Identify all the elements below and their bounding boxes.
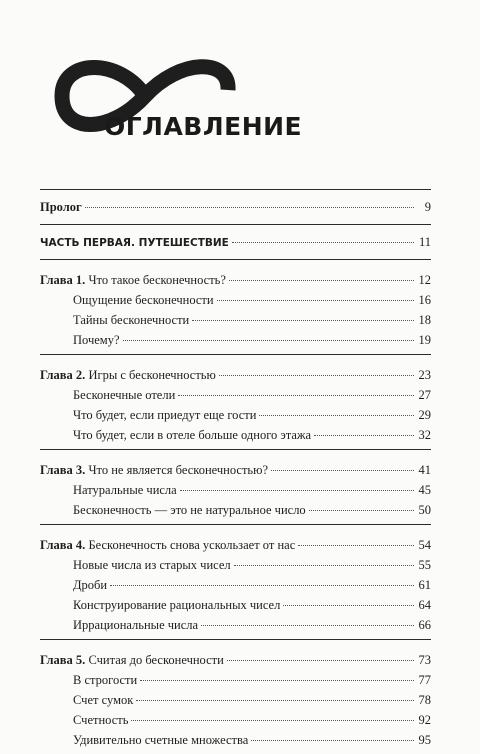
toc-entry-section[interactable]: [40, 425, 431, 445]
entry-title: Бесконечность — это не натуральное число: [73, 503, 306, 517]
page-number: 18: [418, 313, 431, 327]
entry-title: Иррациональные числа: [73, 618, 199, 632]
page-number: 61: [418, 578, 431, 592]
page-number: 78: [418, 693, 431, 707]
chapter-number: Глава 2.: [40, 368, 86, 382]
chapter-number: Глава 3.: [40, 463, 86, 477]
dot-leader: [298, 545, 414, 546]
page-number: 64: [418, 598, 431, 612]
contents-heading: ОГЛАВЛЕНИЕ: [104, 112, 303, 141]
page-number: 95: [418, 733, 431, 747]
dot-leader: [314, 435, 414, 436]
entry-title: Что не является бесконечностью?: [88, 463, 269, 477]
entry-title: Бесконечные отели: [73, 388, 176, 402]
toc-entry-chapter[interactable]: [40, 365, 431, 385]
dot-leader: [217, 300, 414, 301]
entry-title: Конструирование рациональных чисел: [73, 598, 281, 612]
dot-leader: [178, 395, 414, 396]
dot-leader: [85, 207, 414, 208]
toc-entry-section[interactable]: [40, 405, 431, 425]
toc-entry-chapter[interactable]: [40, 650, 431, 670]
chapter-number: Глава 1.: [40, 273, 86, 287]
table-of-contents: [40, 189, 431, 754]
toc-entry-section[interactable]: [40, 290, 431, 310]
dot-leader: [229, 280, 414, 281]
page-number: 66: [418, 618, 431, 632]
page-number: 73: [418, 653, 431, 667]
toc-entry-section[interactable]: [40, 480, 431, 500]
toc-entry-section[interactable]: [40, 595, 431, 615]
dot-leader: [110, 585, 414, 586]
entry-title: Что будет, если в отеле больше одного этажа: [73, 428, 312, 442]
entry-title: Бесконечность снова ускользает от нас: [88, 538, 296, 552]
page-number: 23: [418, 368, 431, 382]
chapter-list: [40, 260, 431, 754]
toc-entry-section[interactable]: [40, 385, 431, 405]
dot-leader: [309, 510, 414, 511]
toc-entry-section[interactable]: [40, 710, 431, 730]
dot-leader: [271, 470, 414, 471]
entry-title: Считая до бесконечности: [88, 653, 224, 667]
dot-leader: [283, 605, 414, 606]
entry-title: Пролог: [40, 200, 82, 214]
dot-leader: [259, 415, 414, 416]
dot-leader: [227, 660, 414, 661]
toc-entry-section[interactable]: [40, 670, 431, 690]
dot-leader: [234, 565, 414, 566]
toc-entry-chapter[interactable]: [40, 270, 431, 290]
page-number: 11: [418, 235, 431, 249]
dot-leader: [131, 720, 414, 721]
page-number: 92: [418, 713, 431, 727]
entry-title: В строгости: [73, 673, 138, 687]
page-number: 29: [418, 408, 431, 422]
chapter-number: Глава 4.: [40, 538, 86, 552]
page-number: 32: [418, 428, 431, 442]
page-number: 12: [418, 273, 431, 287]
entry-title: Счетность: [73, 713, 129, 727]
entry-title: Натуральные числа: [73, 483, 177, 497]
page-number: 41: [418, 463, 431, 477]
page-number: 45: [418, 483, 431, 497]
dot-leader: [140, 680, 414, 681]
chapter-number: Глава 5.: [40, 653, 86, 667]
page-number: 55: [418, 558, 431, 572]
entry-title: Что такое бесконечность?: [88, 273, 226, 287]
toc-entry-part-one[interactable]: [40, 232, 431, 252]
toc-entry-section[interactable]: [40, 690, 431, 710]
toc-entry-section[interactable]: [40, 500, 431, 520]
page-number: 50: [418, 503, 431, 517]
toc-entry-section[interactable]: [40, 330, 431, 350]
entry-title: Дроби: [73, 578, 108, 592]
entry-title: Ощущение бесконечности: [73, 293, 214, 307]
toc-entry-chapter[interactable]: [40, 535, 431, 555]
toc-entry-section[interactable]: [40, 310, 431, 330]
dot-leader: [201, 625, 414, 626]
page-number: 77: [418, 673, 431, 687]
dot-leader: [123, 340, 415, 341]
dot-leader: [192, 320, 414, 321]
dot-leader: [251, 740, 414, 741]
toc-entry-chapter[interactable]: [40, 460, 431, 480]
entry-title: Счет сумок: [73, 693, 134, 707]
page-number: 54: [418, 538, 431, 552]
entry-title: Новые числа из старых чисел: [73, 558, 231, 572]
entry-title: Почему?: [73, 333, 120, 347]
dot-leader: [219, 375, 414, 376]
toc-entry-section[interactable]: [40, 730, 431, 750]
toc-entry-section[interactable]: [40, 575, 431, 595]
toc-entry-prologue[interactable]: [40, 197, 431, 217]
entry-title: Удивительно счетные множества: [73, 733, 249, 747]
page-number: 16: [418, 293, 431, 307]
entry-title: Что будет, если приедут еще гости: [73, 408, 257, 422]
entry-title: ЧАСТЬ ПЕРВАЯ. ПУТЕШЕСТВИЕ: [40, 237, 229, 249]
toc-entry-section[interactable]: [40, 555, 431, 575]
entry-title: Тайны бесконечности: [73, 313, 190, 327]
dot-leader: [136, 700, 414, 701]
dot-leader: [180, 490, 414, 491]
page-number: 27: [418, 388, 431, 402]
toc-entry-section[interactable]: [40, 615, 431, 635]
entry-title: Игры с бесконечностью: [88, 368, 216, 382]
page-number: 9: [424, 200, 431, 214]
dot-leader: [232, 242, 414, 243]
page-number: 19: [418, 333, 431, 347]
